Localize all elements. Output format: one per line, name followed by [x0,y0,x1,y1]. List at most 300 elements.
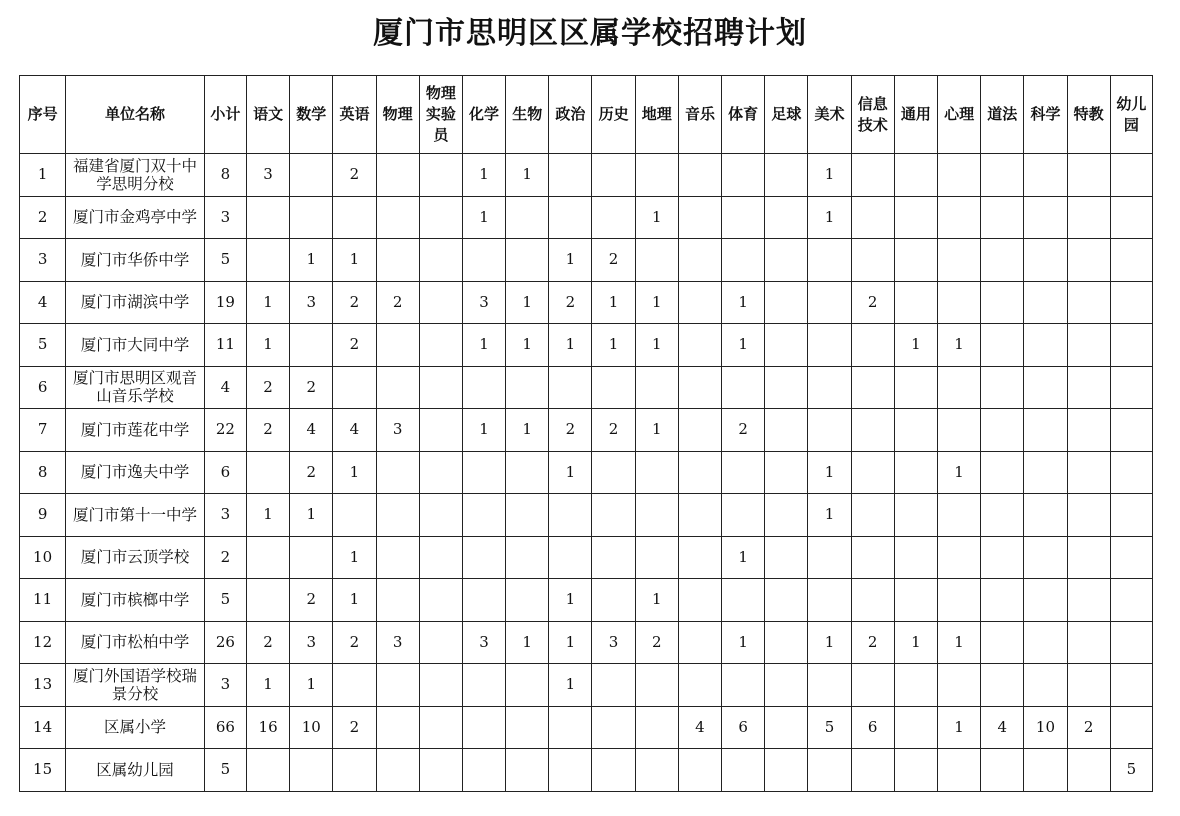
table-cell [549,706,592,749]
table-cell: 1 [246,494,289,537]
table-cell: 1 [246,281,289,324]
table-cell [376,196,419,239]
table-cell: 1 [549,621,592,664]
table-cell [419,621,462,664]
table-cell [765,409,808,452]
table-cell: 5 [808,706,851,749]
table-cell [290,536,333,579]
subtotal-cell: 3 [204,494,246,537]
table-cell [808,366,851,409]
table-cell [1110,579,1152,622]
column-header: 心理 [937,76,980,154]
table-cell: 10 [1024,706,1067,749]
table-cell [462,494,505,537]
table-cell [462,579,505,622]
table-cell [1024,324,1067,367]
row-number-cell: 9 [20,494,66,537]
table-cell [419,494,462,537]
subtotal-cell: 19 [204,281,246,324]
table-cell [937,409,980,452]
table-cell [894,536,937,579]
table-cell [419,366,462,409]
table-cell [808,664,851,707]
table-cell: 1 [506,324,549,367]
table-cell: 2 [246,409,289,452]
table-cell: 1 [290,239,333,282]
table-cell [894,239,937,282]
table-cell [937,749,980,792]
table-cell [549,196,592,239]
table-cell [333,494,376,537]
table-cell: 1 [246,324,289,367]
table-cell [981,621,1024,664]
table-cell: 2 [549,281,592,324]
table-cell: 1 [506,281,549,324]
table-cell [722,494,765,537]
table-cell: 2 [290,451,333,494]
column-header: 体育 [722,76,765,154]
table-cell [1110,366,1152,409]
table-cell: 1 [894,621,937,664]
table-cell [333,366,376,409]
table-cell [1024,239,1067,282]
table-cell: 1 [894,324,937,367]
table-cell [246,749,289,792]
table-cell [549,536,592,579]
table-cell [506,536,549,579]
table-cell [851,664,894,707]
column-header: 特教 [1067,76,1110,154]
table-cell [981,366,1024,409]
table-cell [851,409,894,452]
table-cell: 2 [246,621,289,664]
table-cell [765,749,808,792]
table-row [20,281,1153,324]
table-cell [462,749,505,792]
page-title: 厦门市思明区区属学校招聘计划 [373,16,807,51]
table-cell [722,579,765,622]
unit-name-cell: 厦门市大同中学 [66,324,205,367]
table-row [20,621,1153,664]
table-cell: 2 [592,239,635,282]
table-cell [376,451,419,494]
table-cell: 2 [549,409,592,452]
table-cell [419,409,462,452]
table-cell [765,324,808,367]
table-cell [1024,749,1067,792]
column-header: 美术 [808,76,851,154]
row-number-cell: 10 [20,536,66,579]
table-cell [419,239,462,282]
table-cell: 2 [851,281,894,324]
row-number-cell: 15 [20,749,66,792]
table-row [20,196,1153,239]
table-cell [937,239,980,282]
table-cell [290,324,333,367]
table-cell [981,154,1024,197]
table-cell: 4 [678,706,721,749]
table-cell: 2 [635,621,678,664]
table-row [20,324,1153,367]
table-row [20,494,1153,537]
table-cell [419,536,462,579]
table-cell [937,664,980,707]
table-cell: 1 [635,409,678,452]
table-cell [981,579,1024,622]
table-cell [592,664,635,707]
unit-name-cell: 厦门市莲花中学 [66,409,205,452]
subtotal-cell: 6 [204,451,246,494]
table-cell: 1 [549,451,592,494]
table-cell [246,196,289,239]
subtotal-cell: 3 [204,196,246,239]
table-cell [678,281,721,324]
table-cell [1024,196,1067,239]
table-cell [376,749,419,792]
table-cell [722,664,765,707]
table-row [20,536,1153,579]
table-cell [592,154,635,197]
table-cell [981,281,1024,324]
table-cell: 1 [808,621,851,664]
table-cell: 3 [462,281,505,324]
table-cell [894,366,937,409]
recruitment-plan-table [19,75,1153,792]
table-cell [506,451,549,494]
subtotal-cell: 4 [204,366,246,409]
table-cell [851,324,894,367]
column-header: 单位名称 [66,76,205,154]
table-cell [1024,494,1067,537]
table-cell [419,281,462,324]
table-cell [592,196,635,239]
table-cell [1110,494,1152,537]
table-cell [894,579,937,622]
table-cell [246,239,289,282]
table-cell [808,281,851,324]
table-row [20,154,1153,197]
table-cell [419,749,462,792]
table-cell [981,451,1024,494]
table-cell [635,451,678,494]
table-cell [765,281,808,324]
table-cell [506,196,549,239]
subtotal-cell: 5 [204,579,246,622]
table-cell [462,451,505,494]
table-cell [808,239,851,282]
table-cell: 1 [937,706,980,749]
table-cell [635,494,678,537]
table-cell: 1 [937,324,980,367]
table-cell [851,536,894,579]
table-cell [1067,749,1110,792]
table-cell [765,196,808,239]
table-cell [635,366,678,409]
table-cell [1067,621,1110,664]
table-cell: 2 [1067,706,1110,749]
table-cell [506,239,549,282]
unit-name-cell: 厦门市金鸡亭中学 [66,196,205,239]
table-cell: 1 [549,324,592,367]
table-cell [462,366,505,409]
table-cell [506,579,549,622]
table-cell [419,706,462,749]
column-header: 地理 [635,76,678,154]
table-cell: 2 [246,366,289,409]
table-cell [376,324,419,367]
table-cell [851,239,894,282]
column-header: 历史 [592,76,635,154]
unit-name-cell: 厦门市逸夫中学 [66,451,205,494]
table-cell [1110,451,1152,494]
table-cell [851,154,894,197]
table-cell: 1 [506,409,549,452]
table-cell: 1 [462,409,505,452]
table-cell [981,196,1024,239]
table-cell [937,494,980,537]
table-cell [678,324,721,367]
unit-name-cell: 厦门市湖滨中学 [66,281,205,324]
table-cell [1024,281,1067,324]
table-cell [678,579,721,622]
table-cell [376,706,419,749]
table-cell [894,494,937,537]
unit-name-cell: 区属幼儿园 [66,749,205,792]
table-cell [981,239,1024,282]
table-cell [1067,154,1110,197]
table-cell [1067,366,1110,409]
table-cell [722,154,765,197]
table-cell [1067,451,1110,494]
table-cell: 1 [246,664,289,707]
subtotal-cell: 11 [204,324,246,367]
table-cell: 1 [722,536,765,579]
column-header: 信息技术 [851,76,894,154]
table-cell [1110,664,1152,707]
column-header: 生物 [506,76,549,154]
table-cell [1110,706,1152,749]
table-cell [1110,324,1152,367]
table-cell: 4 [290,409,333,452]
table-cell [506,706,549,749]
column-header: 科学 [1024,76,1067,154]
column-header: 足球 [765,76,808,154]
table-cell [290,749,333,792]
table-cell: 3 [376,409,419,452]
table-cell [592,706,635,749]
table-cell [506,366,549,409]
table-cell [765,664,808,707]
table-cell [722,749,765,792]
column-header: 小计 [204,76,246,154]
table-cell [765,239,808,282]
table-cell [592,451,635,494]
table-cell [678,409,721,452]
table-cell [462,706,505,749]
table-cell: 1 [808,196,851,239]
table-cell: 1 [333,536,376,579]
table-cell [1024,409,1067,452]
table-cell [1024,536,1067,579]
table-cell [1110,239,1152,282]
table-cell [678,494,721,537]
unit-name-cell: 厦门市云顶学校 [66,536,205,579]
table-cell [635,706,678,749]
table-cell [1067,494,1110,537]
table-cell [1110,154,1152,197]
table-row [20,664,1153,707]
table-cell [765,579,808,622]
table-cell [1024,154,1067,197]
table-cell [851,749,894,792]
table-cell [894,664,937,707]
table-cell: 1 [506,621,549,664]
table-cell: 3 [290,281,333,324]
table-cell [765,494,808,537]
row-number-cell: 13 [20,664,66,707]
table-cell: 5 [1110,749,1152,792]
table-cell [981,536,1024,579]
row-number-cell: 12 [20,621,66,664]
table-cell [549,154,592,197]
table-cell: 2 [333,706,376,749]
table-cell: 2 [333,154,376,197]
unit-name-cell: 厦门市槟榔中学 [66,579,205,622]
table-cell [592,366,635,409]
table-row [20,409,1153,452]
table-cell: 1 [462,154,505,197]
subtotal-cell: 8 [204,154,246,197]
table-cell [765,621,808,664]
table-cell: 1 [462,196,505,239]
table-cell [376,239,419,282]
row-number-cell: 14 [20,706,66,749]
row-number-cell: 6 [20,366,66,409]
table-cell [462,664,505,707]
table-cell [1067,281,1110,324]
table-cell: 1 [722,621,765,664]
row-number-cell: 1 [20,154,66,197]
table-cell: 1 [592,281,635,324]
table-cell: 4 [333,409,376,452]
table-cell [678,196,721,239]
table-cell [246,536,289,579]
table-cell [722,239,765,282]
row-number-cell: 8 [20,451,66,494]
table-cell: 1 [635,579,678,622]
table-cell [894,154,937,197]
column-header: 英语 [333,76,376,154]
table-cell: 2 [333,324,376,367]
table-cell: 2 [290,366,333,409]
table-cell [894,451,937,494]
subtotal-cell: 66 [204,706,246,749]
table-cell [765,536,808,579]
subtotal-cell: 3 [204,664,246,707]
table-cell: 3 [376,621,419,664]
unit-name-cell: 厦门市华侨中学 [66,239,205,282]
table-cell: 1 [333,451,376,494]
table-cell [1067,239,1110,282]
subtotal-cell: 5 [204,749,246,792]
table-cell: 1 [290,664,333,707]
table-cell [635,536,678,579]
table-cell [678,536,721,579]
table-row [20,451,1153,494]
unit-name-cell: 厦门市松柏中学 [66,621,205,664]
table-cell [981,494,1024,537]
table-cell [722,196,765,239]
table-cell: 1 [635,281,678,324]
table-cell: 3 [246,154,289,197]
unit-name-cell: 福建省厦门双十中学思明分校 [66,154,205,197]
table-row [20,749,1153,792]
table-cell: 1 [937,621,980,664]
table-header-row [20,76,1153,154]
table-cell: 1 [290,494,333,537]
table-cell [894,749,937,792]
table-cell [462,536,505,579]
table-cell [376,154,419,197]
unit-name-cell: 厦门市思明区观音山音乐学校 [66,366,205,409]
table-cell [419,664,462,707]
table-cell [1067,196,1110,239]
table-cell [1024,664,1067,707]
column-header: 物理 [376,76,419,154]
table-cell [851,366,894,409]
table-cell: 1 [549,664,592,707]
table-cell [419,154,462,197]
table-cell [722,451,765,494]
table-cell [722,366,765,409]
table-cell: 3 [592,621,635,664]
table-cell [549,494,592,537]
table-cell [506,749,549,792]
subtotal-cell: 26 [204,621,246,664]
table-cell [1067,664,1110,707]
table-cell [376,664,419,707]
table-cell [678,749,721,792]
table-cell: 10 [290,706,333,749]
table-cell [765,366,808,409]
table-cell [592,494,635,537]
column-header: 通用 [894,76,937,154]
column-header: 序号 [20,76,66,154]
table-cell [981,664,1024,707]
table-cell [1110,409,1152,452]
table-cell [1024,366,1067,409]
table-cell [851,579,894,622]
table-cell [981,324,1024,367]
table-cell: 1 [462,324,505,367]
table-cell [1110,196,1152,239]
table-cell [808,536,851,579]
table-cell: 1 [506,154,549,197]
table-cell [376,366,419,409]
table-cell [1110,281,1152,324]
table-cell: 1 [635,196,678,239]
table-cell: 1 [549,239,592,282]
table-cell: 2 [592,409,635,452]
column-header: 物理实验员 [419,76,462,154]
table-cell [678,366,721,409]
table-cell [808,579,851,622]
table-cell [549,749,592,792]
unit-name-cell: 厦门市第十一中学 [66,494,205,537]
table-cell [937,536,980,579]
column-header: 语文 [246,76,289,154]
row-number-cell: 3 [20,239,66,282]
